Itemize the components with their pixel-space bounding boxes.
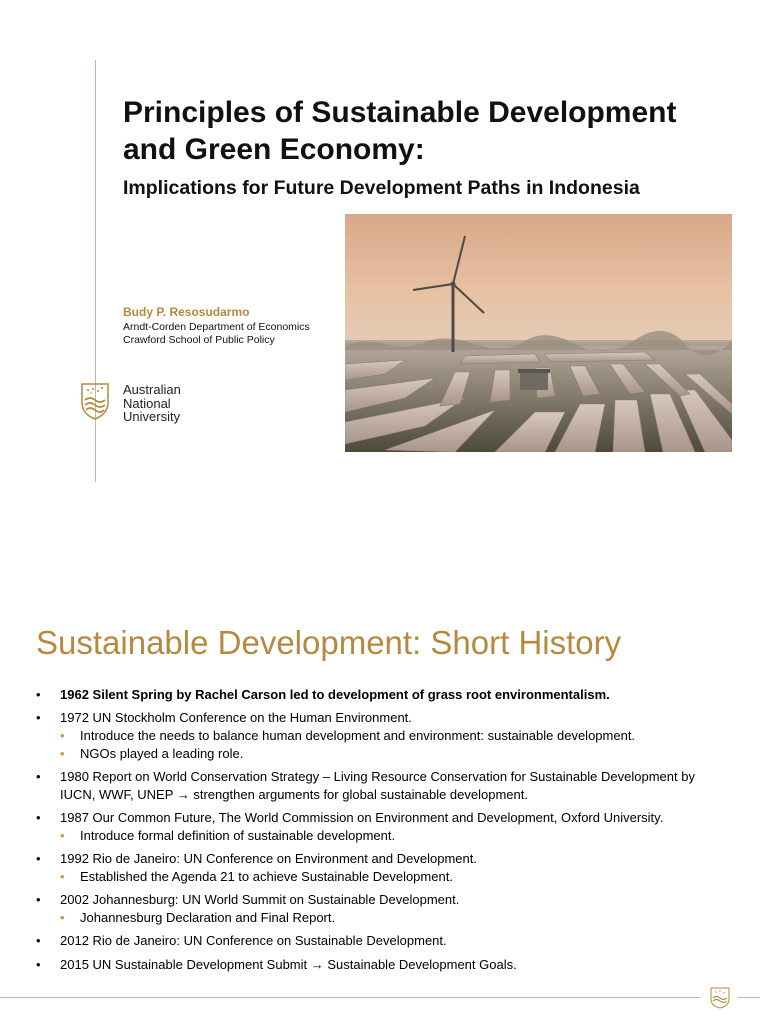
title-line-2: and Green Economy: bbox=[123, 133, 425, 166]
slide-heading: Sustainable Development: Short History bbox=[36, 624, 622, 661]
bullet-marker: • bbox=[36, 810, 41, 825]
logo-line-1: Australian bbox=[123, 382, 181, 397]
bullet-marker: • bbox=[36, 687, 41, 702]
footer-rule bbox=[0, 997, 700, 998]
sub-bullet-marker: • bbox=[60, 828, 65, 843]
bullet-marker: • bbox=[36, 957, 41, 972]
bullet-text: 2012 Rio de Janeiro: UN Conference on Sustainable Development. bbox=[60, 933, 447, 948]
sub-bullet-marker: • bbox=[60, 910, 65, 925]
slide-title bbox=[123, 94, 743, 168]
bullet-text: 1972 UN Stockholm Conference on the Human Environment. bbox=[60, 710, 412, 725]
sub-bullet-text: Introduce formal definition of sustainable development. bbox=[80, 828, 396, 843]
sub-bullet-text: Established the Agenda 21 to achieve Sustainable Development. bbox=[80, 869, 453, 884]
bullet-marker: • bbox=[36, 769, 41, 784]
sub-bullet-marker: • bbox=[60, 746, 65, 761]
university-name bbox=[123, 383, 181, 424]
bullet-text: 2015 UN Sustainable Development Submit → Sustainable Development Goals. bbox=[60, 957, 517, 972]
bullet-marker: • bbox=[36, 933, 41, 948]
bullet-text: 1980 Report on World Conservation Strategy – Living Resource Conservation for Sustainable Development by IUCN, WWF, UNEP → strengthen arguments for global sustainable development. bbox=[60, 769, 695, 802]
bullet-marker: • bbox=[36, 851, 41, 866]
footer-rule-right bbox=[738, 997, 760, 998]
sub-bullet-text: Introduce the needs to balance human development and environment: sustainable development. bbox=[80, 728, 636, 743]
anu-crest-small-icon bbox=[710, 987, 730, 1014]
sub-bullet-text: Johannesburg Declaration and Final Report. bbox=[80, 910, 336, 925]
bullet-text: 1962 Silent Spring by Rachel Carson led to development of grass root environmentalism. bbox=[60, 687, 610, 702]
wind-turbine-solar-farm-photo bbox=[345, 214, 732, 452]
title-line-1: Principles of Sustainable Development bbox=[123, 96, 677, 129]
sub-bullet-marker: • bbox=[60, 728, 65, 743]
logo-line-3: University bbox=[123, 409, 181, 424]
bullet-marker: • bbox=[36, 892, 41, 907]
affiliation-school: Crawford School of Public Policy bbox=[123, 334, 275, 346]
affiliation-department: Arndt-Corden Department of Economics bbox=[123, 321, 310, 333]
bullet-text: 1987 Our Common Future, The World Commission on Environment and Development, Oxford University. bbox=[60, 810, 664, 825]
bullet-text: 2002 Johannesburg: UN World Summit on Sustainable Development. bbox=[60, 892, 460, 907]
author-name: Budy P. Resosudarmo bbox=[123, 305, 250, 319]
sub-bullet-text: NGOs played a leading role. bbox=[80, 746, 244, 761]
history-slide bbox=[0, 520, 768, 1024]
logo-line-2: National bbox=[123, 395, 171, 411]
bullet-text: 1992 Rio de Janeiro: UN Conference on Environment and Development. bbox=[60, 851, 477, 866]
anu-crest-icon bbox=[80, 382, 110, 425]
slide-subtitle: Implications for Future Development Paths in Indonesia bbox=[123, 177, 640, 199]
sub-bullet-marker: • bbox=[60, 869, 65, 884]
bullet-marker: • bbox=[36, 710, 41, 725]
